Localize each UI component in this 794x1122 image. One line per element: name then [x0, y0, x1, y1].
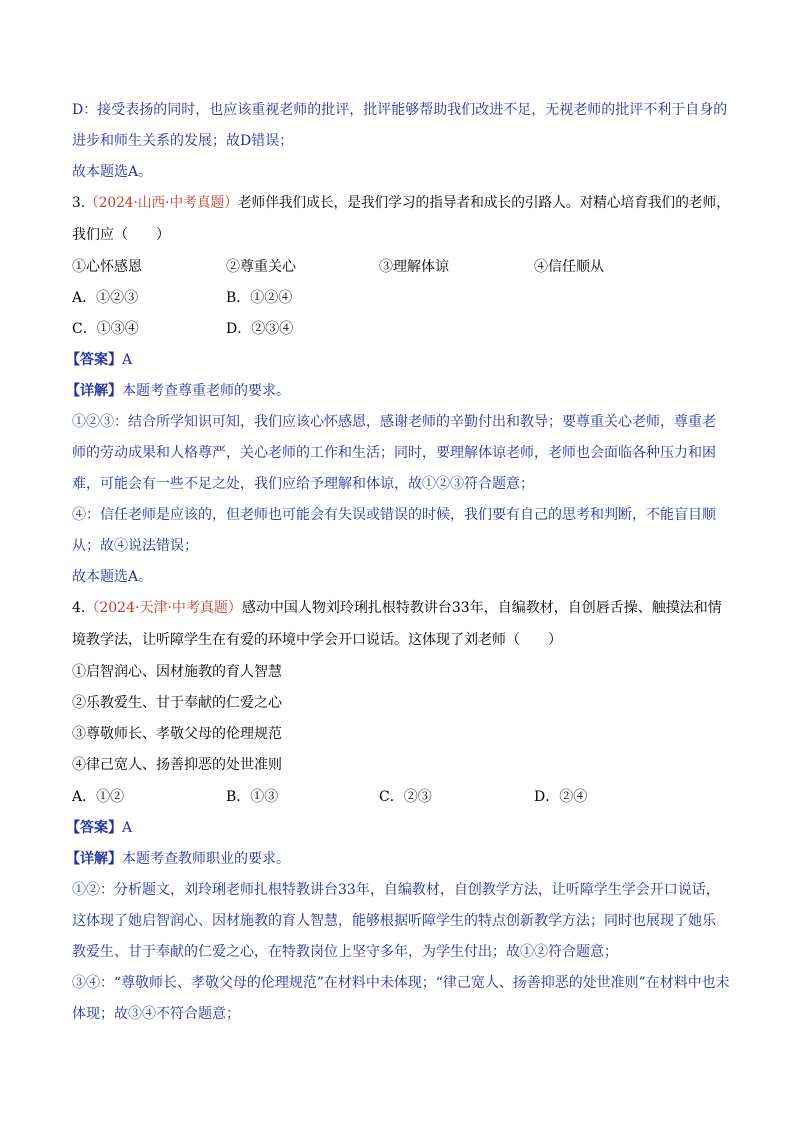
q3-stem-text: 老师伴我们成长，是我们学习的指导者和成长的引路人。对精心培育我们的老师， [237, 195, 730, 211]
q3-stem-line1 [72, 193, 730, 213]
q4-stem-line2: 境教学法，让听障学生在有爱的环境中学会开口说话。这体现了刘老师（ ） [72, 632, 562, 648]
q3-option-c: C．①③④ [72, 321, 139, 337]
q3-number: 3. [72, 195, 86, 211]
q3-detail-line5: 从；故④说法错误； [72, 538, 198, 554]
q4-option-b: B．①③ [226, 789, 279, 805]
q3-item-2: ②尊重关心 [226, 259, 296, 275]
q4-detail-line1: ①②：分析题文，刘玲琍老师扎根特教讲台33年，自编教材，自创教学方法，让听障学生学会开口说话， [72, 882, 720, 898]
q4-item-1: ①启智润心、因材施教的育人智慧 [72, 664, 282, 680]
q4-item-4: ④律己宽人、扬善抑恶的处世准则 [72, 757, 282, 773]
q3-detail-intro: 本题考查尊重老师的要求。 [122, 383, 290, 399]
q3-options-row2 [72, 319, 722, 339]
q3-item-3: ③理解体谅 [379, 259, 449, 275]
q2-option-d-explanation-line1: D：接受表扬的同时，也应该重视老师的批评，批评能够帮助我们改进不足，无视老师的批评不利于自身的 [72, 102, 728, 118]
q3-options-row1 [72, 288, 722, 308]
q3-detail-line1: ①②③：结合所学知识可知，我们应该心怀感恩，感谢老师的辛勤付出和教导；要尊重关心老师，尊重老 [72, 414, 716, 430]
q3-detail-heading [66, 381, 290, 401]
q2-option-d-explanation-line2: 进步和师生关系的发展；故D错误； [72, 133, 294, 149]
q3-item-4: ④信任顺从 [534, 259, 604, 275]
q4-option-d: D．②④ [534, 789, 588, 805]
q4-detail-line3: 教爱生、甘于奉献的仁爱之心，在特教岗位上坚守多年，为学生付出；故①②符合题意； [72, 944, 618, 960]
q4-item-3: ③尊敬师长、孝敬父母的伦理规范 [72, 726, 282, 742]
q3-items-row [72, 257, 722, 277]
q3-answer-value: A [122, 352, 133, 368]
q3-answer-label: 【答案】 [66, 352, 122, 368]
q3-stem-line2: 我们应（ ） [72, 227, 170, 243]
q4-source: （2024·天津·中考真题） [85, 600, 242, 616]
q3-detail-line2: 师的劳动成果和人格尊严，关心老师的工作和生活；同时，要理解体谅老师，老师也会面临各种压力和困 [72, 445, 716, 461]
q4-detail-line4: ③④：“尊敬师长、孝敬父母的伦理规范”在材料中未体现；“律己宽人、扬善抑恶的处世准则”在材料中也未 [72, 975, 730, 991]
q3-detail-line3: 难，可能会有一些不足之处，我们应给予理解和体谅，故①②③符合题意； [72, 476, 534, 492]
q4-answer-value: A [122, 820, 133, 836]
q3-detail-label: 【详解】 [66, 383, 122, 399]
q3-conclusion: 故本题选A。 [72, 569, 153, 585]
q3-option-a: A．①②③ [72, 290, 139, 306]
q4-number: 4. [72, 600, 86, 616]
q4-stem-line1 [72, 598, 722, 618]
q3-answer [66, 350, 132, 370]
q3-item-1: ①心怀感恩 [72, 259, 142, 275]
q4-options-row [72, 787, 722, 807]
q2-conclusion: 故本题选A。 [72, 164, 153, 180]
q3-source: （2024·山西·中考真题） [85, 195, 238, 211]
q3-option-b: B．①②④ [226, 290, 293, 306]
q4-answer-label: 【答案】 [66, 820, 122, 836]
q4-answer [66, 818, 132, 838]
q3-detail-line4: ④：信任老师是应该的，但老师也可能会有失误或错误的时候，我们要有自己的思考和判断，不能盲目顺 [72, 507, 716, 523]
q4-detail-intro: 本题考查教师职业的要求。 [122, 851, 290, 867]
q4-option-a: A．①② [72, 789, 125, 805]
q4-stem-text: 感动中国人物刘玲琍扎根特教讲台33年，自编教材，自创唇舌操、触摸法和情 [241, 600, 722, 616]
q3-option-d: D．②③④ [226, 321, 294, 337]
q4-detail-line5: 体现；故③④不符合题意； [72, 1006, 240, 1022]
q4-detail-line2: 这体现了她启智润心、因材施教的育人智慧，能够根据听障学生的特点创新教学方法；同时也展现了她乐 [72, 913, 716, 929]
q4-detail-heading [66, 849, 290, 869]
q4-option-c: C．②③ [379, 789, 432, 805]
q4-detail-label: 【详解】 [66, 851, 122, 867]
q4-item-2: ②乐教爱生、甘于奉献的仁爱之心 [72, 695, 282, 711]
